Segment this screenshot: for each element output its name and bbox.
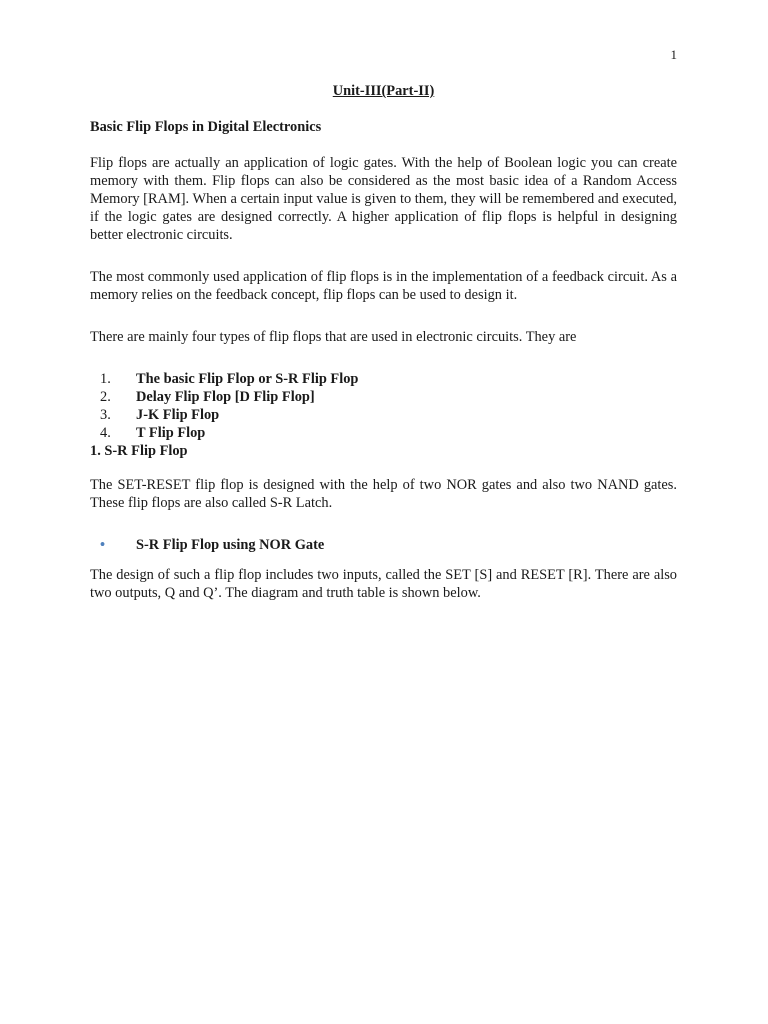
sr-description-paragraph: The SET-RESET flip flop is designed with the help of two NOR gates and also two NAND gates. These flip flops are also called S-R Latch. — [90, 477, 677, 511]
list-item — [90, 388, 677, 406]
list-item — [90, 406, 677, 424]
unit-title: Unit-III(Part-II) — [332, 83, 435, 99]
list-item-label: Delay Flip Flop [D Flip Flop] — [136, 389, 315, 405]
list-item — [90, 370, 677, 388]
flip-flop-types-list — [90, 370, 677, 442]
list-item-number: 1. — [100, 371, 111, 387]
feedback-paragraph: The most commonly used application of flip flops is in the implementation of a feedback circuit. As a memory relies on the feedback concept, flip flops can be used to design it. — [90, 269, 677, 303]
nor-description-paragraph: The design of such a flip flop includes two inputs, called the SET [S] and RESET [R]. There are also two outputs, Q and Q’. The diagram and truth table is shown below. — [90, 567, 677, 601]
bullet-icon: • — [100, 537, 106, 553]
page-number: 1 — [670, 47, 677, 62]
list-item — [90, 424, 677, 442]
list-item-label: The basic Flip Flop or S-R Flip Flop — [136, 371, 359, 387]
list-item-number: 2. — [100, 389, 111, 405]
nor-gate-bullet — [90, 536, 677, 554]
types-intro-paragraph: There are mainly four types of flip flops that are used in electronic circuits. They are — [90, 329, 577, 345]
list-item-label: T Flip Flop — [136, 425, 206, 441]
intro-paragraph: Flip flops are actually an application of logic gates. With the help of Boolean logic you can create memory with them. Flip flops can also be considered as the most basic idea of a Random Access Memory [RAM]. When a certain input value is given to them, they will be remembered and executed, if the logic gates are designed correctly. A higher application of flip flops is helpful in designing better electronic circuits. — [90, 155, 677, 243]
sr-flip-flop-heading: 1. S-R Flip Flop — [90, 443, 188, 459]
section-heading: Basic Flip Flops in Digital Electronics — [90, 119, 322, 135]
list-item-label: J-K Flip Flop — [136, 407, 220, 423]
page-content — [90, 83, 677, 602]
list-item-number: 3. — [100, 407, 111, 423]
bullet-label: S-R Flip Flop using NOR Gate — [136, 537, 325, 553]
list-item-number: 4. — [100, 425, 111, 441]
